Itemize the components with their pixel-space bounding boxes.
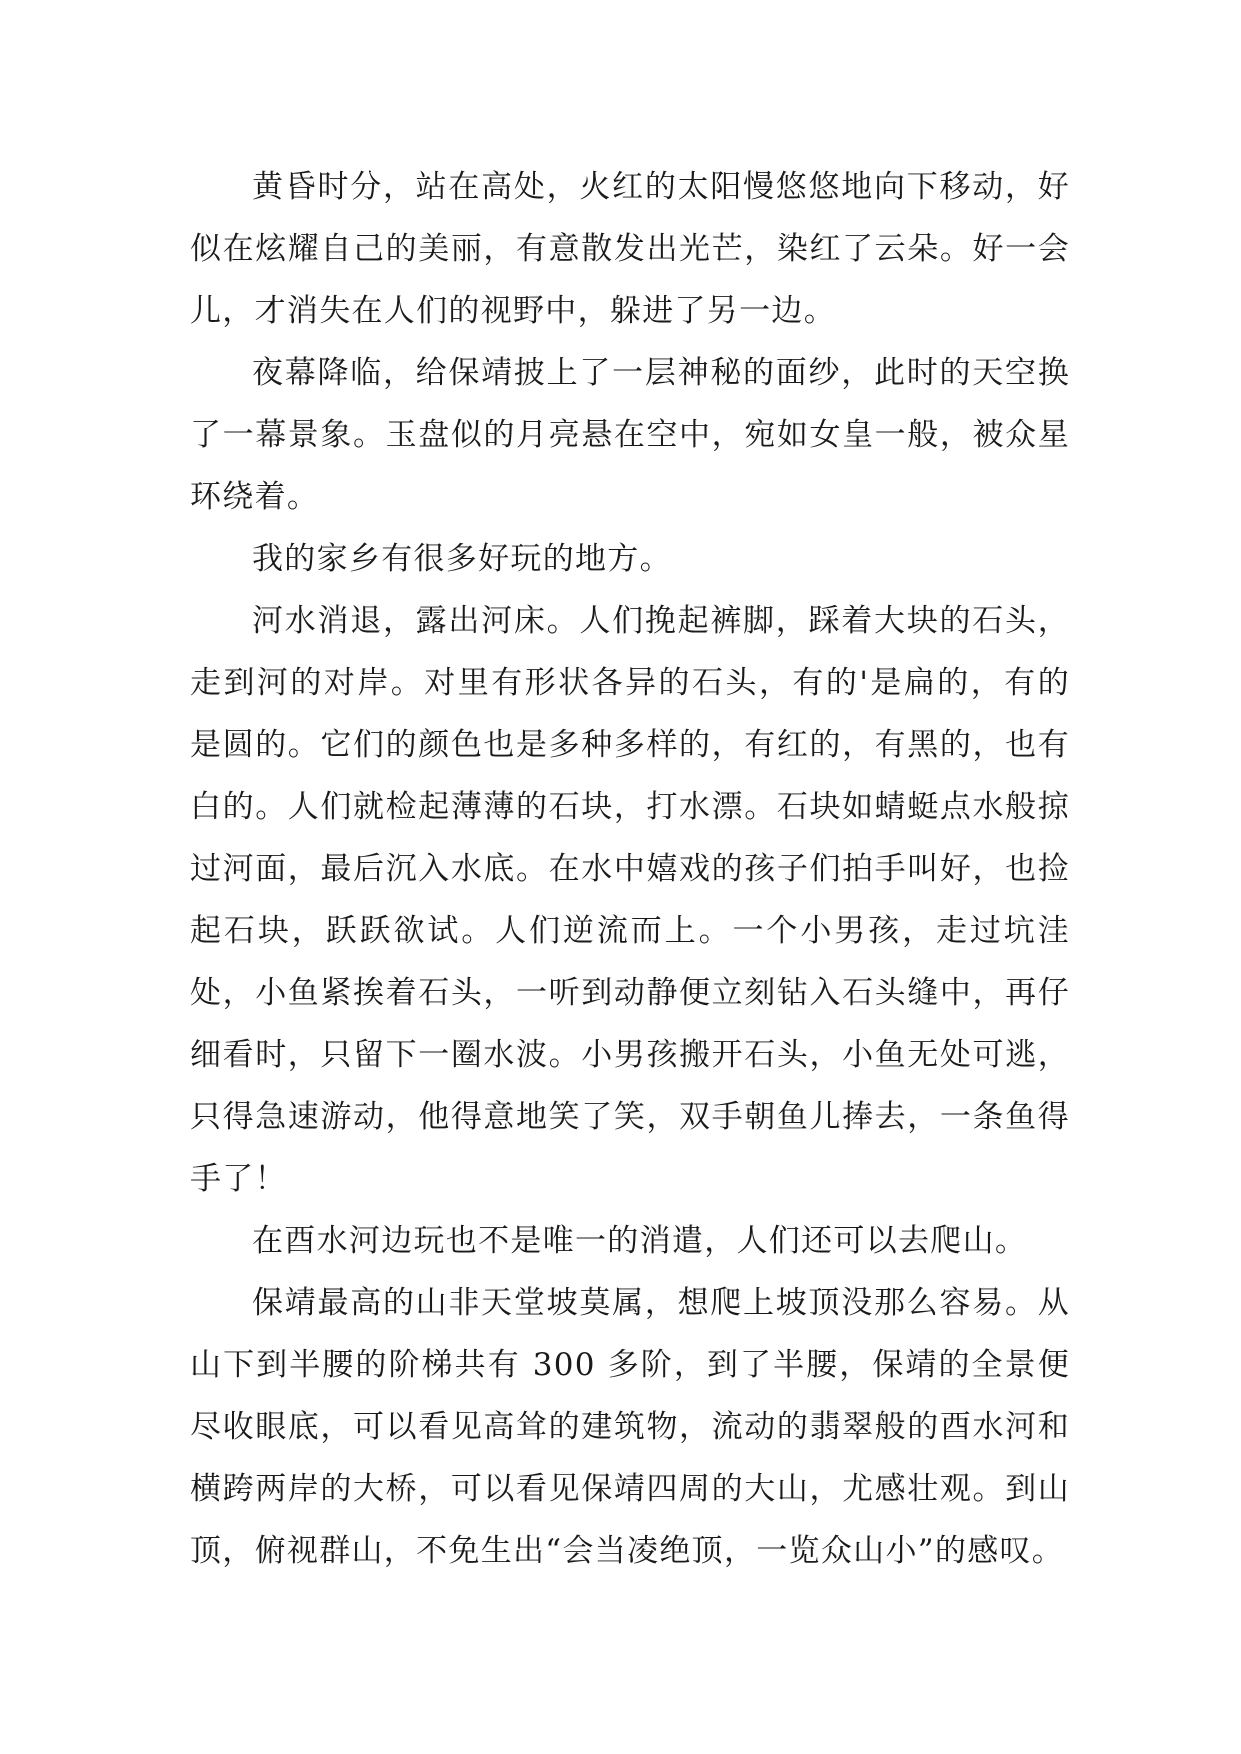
paragraph-mountain: 保靖最高的山非天堂坡莫属，想爬上坡顶没那么容易。从山下到半腰的阶梯共有 300 多阶，到了半腰，保靖的全景便尽收眼底，可以看见高耸的建筑物，流动的翡翠般的酉水河和横跨两岸的大桥，可以看见保靖四周的大山，尤感壮观。到山顶，俯视群山，不免生出“会当凌绝顶，一览众山小”的感叹。 xyxy=(190,1285,1070,1569)
paragraph-night: 夜幕降临，给保靖披上了一层神秘的面纱，此时的天空换了一幕景象。玉盘似的月亮悬在空中，宛如女皇一般，被众星环绕着。 xyxy=(190,355,1070,515)
paragraph-hometown: 我的家乡有很多好玩的地方。 xyxy=(252,541,672,577)
paragraph-pastime: 在酉水河边玩也不是唯一的消遣，人们还可以去爬山。 xyxy=(252,1223,1028,1259)
paragraph-sunset: 黄昏时分，站在高处，火红的太阳慢悠悠地向下移动，好似在炫耀自己的美丽，有意散发出光芒，染红了云朵。好一会儿，才消失在人们的视野中，躲进了另一边。 xyxy=(190,169,1070,329)
document-body xyxy=(190,156,1070,1582)
paragraph-river: 河水消退，露出河床。人们挽起裤脚，踩着大块的石头，走到河的对岸。对里有形状各异的石头，有的'是扁的，有的是圆的。它们的颜色也是多种多样的，有红的，有黑的，也有白的。人们就检起薄薄的石块，打水漂。石块如蜻蜓点水般掠过河面，最后沉入水底。在水中嬉戏的孩子们拍手叫好，也捡起石块，跃跃欲试。人们逆流而上。一个小男孩，走过坑洼处，小鱼紧挨着石头，一听到动静便立刻钻入石头缝中，再仔细看时，只留下一圈水波。小男孩搬开石头，小鱼无处可逃，只得急速游动，他得意地笑了笑，双手朝鱼儿捧去，一条鱼得手了！ xyxy=(190,603,1070,1197)
